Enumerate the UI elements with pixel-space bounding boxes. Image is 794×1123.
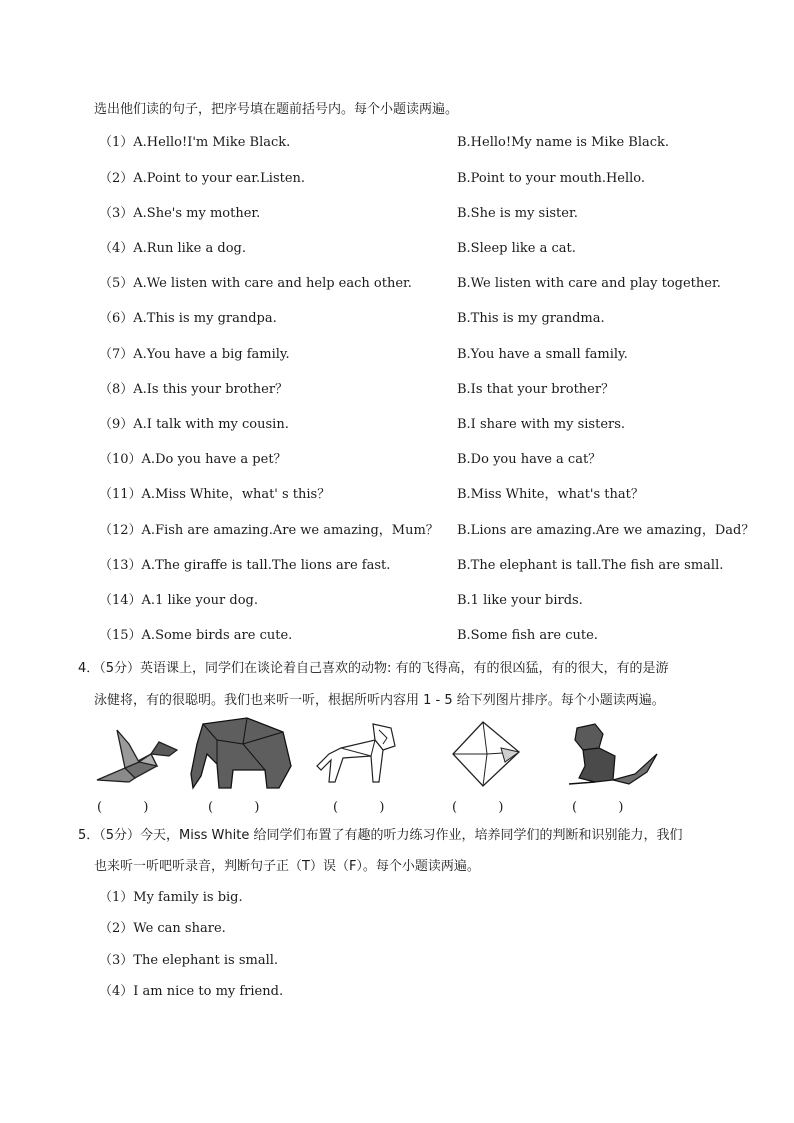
option-a-text: A.She's my mother.	[133, 206, 261, 221]
option-b: B.Lions are amazing.Are we amazing，Dad？	[457, 523, 755, 538]
option-a-text: A.You have a big family.	[133, 347, 290, 362]
option-a-text: A.1 like your dog.	[141, 593, 258, 608]
option-b: B.We listen with care and play together.	[457, 276, 721, 291]
option-a-text: A.Hello!I'm Mike Black.	[133, 135, 291, 150]
option-b: B.Sleep like a cat.	[457, 241, 576, 256]
option-a	[99, 276, 412, 292]
option-a-text: A.Run like a dog.	[133, 241, 246, 256]
option-a	[99, 452, 287, 468]
option-b: B.Is that your brother？	[457, 382, 615, 397]
q5-item-1: （1）My family is big.	[99, 890, 243, 905]
item-number: （14）	[99, 593, 142, 608]
option-a	[99, 523, 439, 539]
option-b: B.Miss White，what's that？	[457, 487, 644, 502]
option-a-text: A.Point to your ear.Listen.	[133, 171, 306, 186]
question-4-line-1: 4．（5分）英语课上，同学们在谈论着自己喜欢的动物: 有的飞得高，有的很凶猛，有的很大，有的是游	[78, 661, 669, 676]
option-a	[99, 382, 288, 398]
option-b: B.1 like your birds.	[457, 593, 583, 608]
option-b: B.You have a small family.	[457, 347, 628, 362]
option-a-text: A.The giraffe is tall.The lions are fast.	[141, 558, 391, 573]
option-a	[99, 241, 246, 257]
item-number: （2）	[99, 171, 134, 186]
question-4-line-2: 泳健将，有的很聪明。我们也来听一听，根据所听内容用 1 - 5 给下列图片排序。每个小题读两遍。	[94, 693, 665, 708]
option-a-text: A.Miss White，what' s this？	[141, 487, 331, 502]
option-a	[99, 171, 305, 187]
answer-blank-4[interactable]: ( )	[452, 800, 504, 815]
question-5-line-2: 也来听一听吧听录音，判断句子正（T）误（F）。每个小题读两遍。	[94, 859, 480, 874]
option-b: B.She is my sister.	[457, 206, 578, 221]
item-number: （15）	[99, 628, 142, 643]
item-number: （7）	[99, 347, 134, 362]
option-a	[99, 311, 277, 327]
item-number: （10）	[99, 452, 142, 467]
option-b: B.Some fish are cute.	[457, 628, 598, 643]
option-a	[99, 487, 330, 503]
origami-lion-icon	[313, 720, 405, 788]
origami-bird-icon	[95, 726, 179, 784]
item-number: （3）	[99, 206, 134, 221]
origami-elephant-icon	[187, 714, 295, 790]
answer-blank-1[interactable]: ( )	[97, 800, 149, 815]
q5-item-3: （3）The elephant is small.	[99, 953, 279, 968]
origami-fish-icon	[447, 718, 523, 790]
item-number: （9）	[99, 417, 134, 432]
intro-line: 选出他们读的句子，把序号填在题前括号内。每个小题读两遍。	[94, 102, 459, 117]
option-a-text: A.We listen with care and help each other.	[133, 276, 412, 291]
animal-pictures	[95, 712, 675, 792]
option-a	[99, 417, 289, 433]
option-a-text: A.Fish are amazing.Are we amazing，Mum？	[141, 523, 439, 538]
item-number: （12）	[99, 523, 142, 538]
item-number: （8）	[99, 382, 134, 397]
q5-item-4: （4）I am nice to my friend.	[99, 984, 284, 999]
item-number: （1）	[99, 135, 134, 150]
item-number: （11）	[99, 487, 142, 502]
option-a	[99, 628, 292, 644]
option-b: B.I share with my sisters.	[457, 417, 626, 432]
option-a-text: A.Do you have a pet？	[141, 452, 287, 467]
option-b: B.Hello!My name is Mike Black.	[457, 135, 670, 150]
option-a	[99, 135, 290, 151]
answer-blank-2[interactable]: ( )	[208, 800, 260, 815]
item-number: （4）	[99, 241, 134, 256]
option-a-text: A.I talk with my cousin.	[133, 417, 289, 432]
option-b: B.Point to your mouth.Hello.	[457, 171, 646, 186]
option-a	[99, 347, 290, 363]
option-b: B.This is my grandma.	[457, 311, 605, 326]
option-a-text: A.Some birds are cute.	[141, 628, 293, 643]
option-a	[99, 593, 258, 609]
option-a	[99, 206, 260, 222]
item-number: （13）	[99, 558, 142, 573]
answer-blank-3[interactable]: ( )	[333, 800, 385, 815]
question-5-line-1: 5．（5分）今天，Miss White 给同学们布置了有趣的听力练习作业，培养同学们的判断和识别能力，我们	[78, 828, 683, 843]
option-a	[99, 558, 390, 574]
answer-blank-5[interactable]: ( )	[572, 800, 624, 815]
option-b: B.Do you have a cat？	[457, 452, 602, 467]
item-number: （6）	[99, 311, 134, 326]
origami-monkey-icon	[565, 722, 661, 788]
option-b: B.The elephant is tall.The fish are small.	[457, 558, 724, 573]
q5-item-2: （2）We can share.	[99, 921, 226, 936]
item-number: （5）	[99, 276, 134, 291]
option-a-text: A.Is this your brother？	[133, 382, 289, 397]
option-a-text: A.This is my grandpa.	[133, 311, 277, 326]
